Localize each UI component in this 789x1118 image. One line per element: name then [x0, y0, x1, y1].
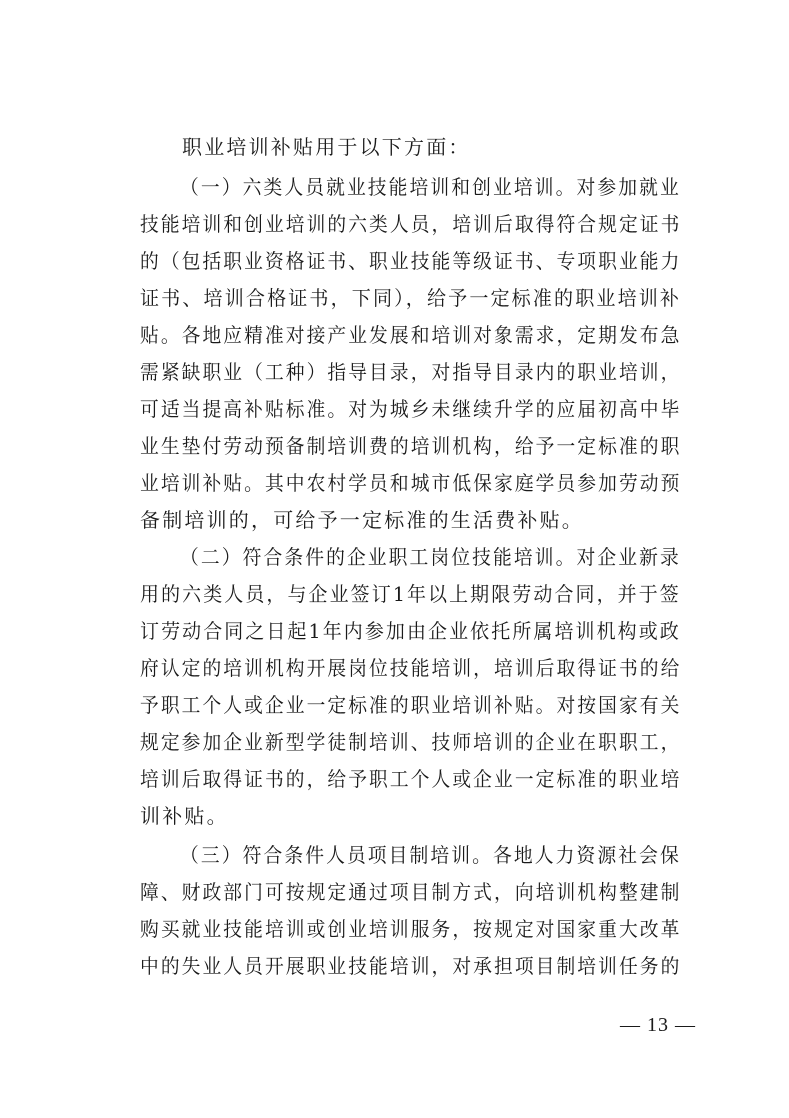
text-line: 用的六类人员，与企业签订1年以上期限劳动合同，并于签 [140, 582, 681, 606]
text-line: （二）符合条件的企业职工岗位技能培训。对企业新录 [180, 545, 681, 569]
text-line: 予职工个人或企业一定标准的职业培训补贴。对按国家有关 [140, 693, 682, 717]
text-line: 训补贴。 [140, 804, 229, 828]
text-line: 障、财政部门可按规定通过项目制方式，向培训机构整建制 [140, 880, 682, 904]
text-line: 业培训补贴。其中农村学员和城市低保家庭学员参加劳动预 [140, 471, 682, 495]
text-line: 购买就业技能培训或创业培训服务，按规定对国家重大改革 [140, 917, 682, 941]
text-line: 贴。各地应精准对接产业发展和培训对象需求，定期发布急 [140, 323, 682, 347]
text-line: 的（包括职业资格证书、职业技能等级证书、专项职业能力 [140, 249, 682, 273]
text-line: 技能培训和创业培训的六类人员，培训后取得符合规定证书 [140, 212, 682, 236]
text-line: （三）符合条件人员项目制培训。各地人力资源社会保 [180, 843, 681, 867]
text-line: 可适当提高补贴标准。对为城乡未继续升学的应届初高中毕 [140, 397, 682, 421]
text-line: 中的失业人员开展职业技能培训，对承担项目制培训任务的 [140, 954, 682, 978]
text-line: 职业培训补贴用于以下方面： [182, 135, 471, 159]
text-line: （一）六类人员就业技能培训和创业培训。对参加就业 [180, 175, 681, 199]
text-line: 培训后取得证书的，给予职工个人或企业一定标准的职业培 [140, 767, 682, 791]
text-line: 规定参加企业新型学徒制培训、技师培训的企业在职职工， [140, 730, 682, 754]
text-line: 业生垫付劳动预备制培训费的培训机构，给予一定标准的职 [140, 434, 682, 458]
text-line: 订劳动合同之日起1年内参加由企业依托所属培训机构或政 [140, 619, 681, 643]
text-line: 府认定的培训机构开展岗位技能培训，培训后取得证书的给 [140, 656, 682, 680]
text-line: 备制培训的，可给予一定标准的生活费补贴。 [140, 508, 584, 532]
page-number: — 13 — [620, 1014, 696, 1036]
text-line: 证书、培训合格证书，下同），给予一定标准的职业培训补 [140, 286, 682, 310]
text-line: 需紧缺职业（工种）指导目录，对指导目录内的职业培训， [140, 360, 682, 384]
